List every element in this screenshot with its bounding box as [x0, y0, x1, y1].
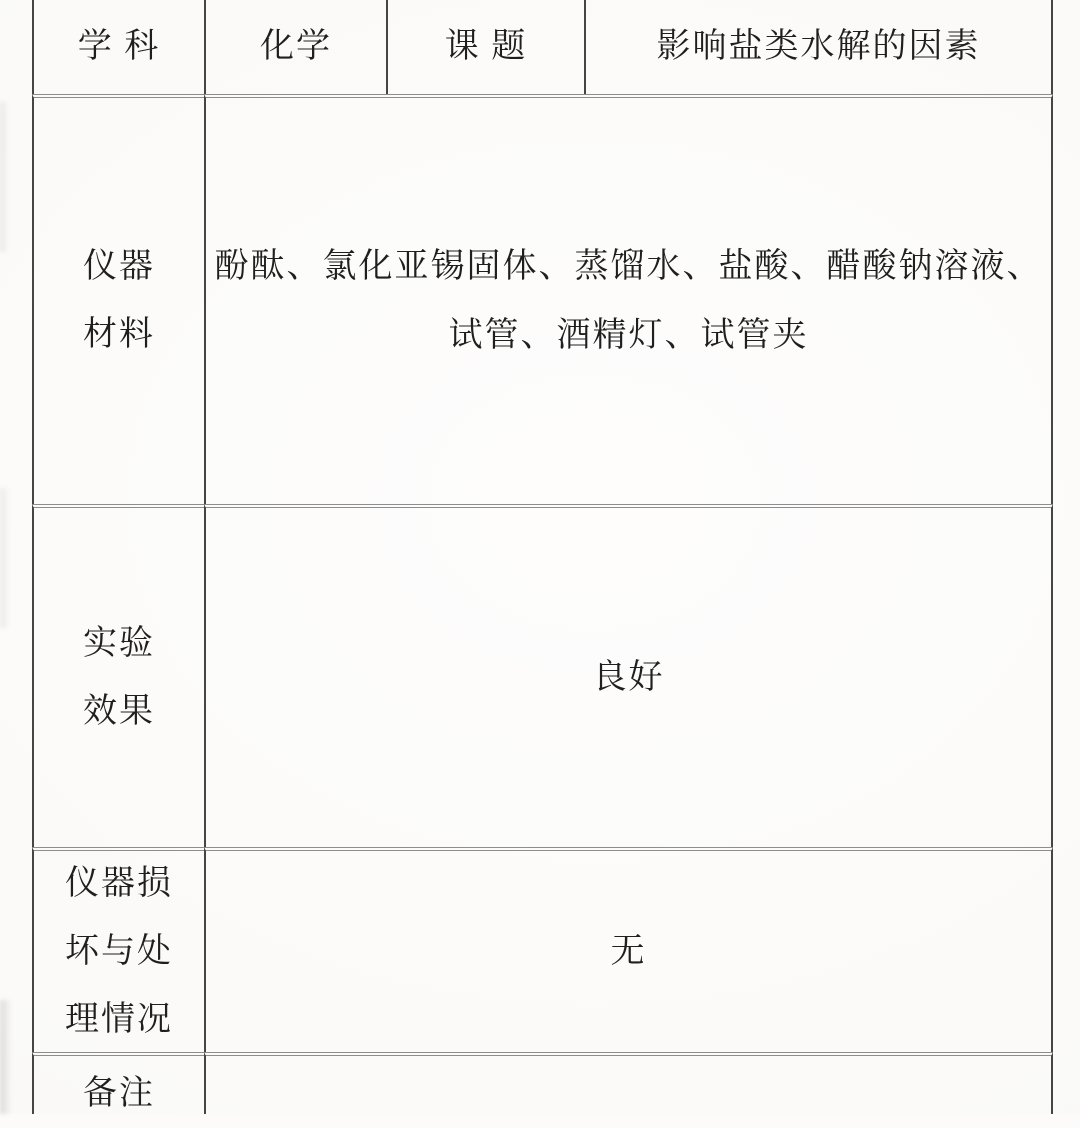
scan-smudge: [0, 102, 9, 252]
experiment-result-content-cell: [204, 504, 1053, 847]
equipment-damage-content-cell: [204, 847, 1053, 1052]
scan-smudge: [0, 488, 10, 628]
experiment-result-label-cell: [32, 504, 204, 847]
equipment-materials-label-line1: 仪器: [83, 248, 155, 285]
experiment-result-label-line2: 效果: [83, 692, 155, 730]
subject-label: 学 科: [77, 28, 161, 65]
equipment-damage-value: 无: [610, 932, 647, 970]
equipment-damage-label-cell: [32, 847, 204, 1052]
equipment-materials-content-line2: 试管、酒精灯、试管夹: [448, 317, 809, 354]
equipment-materials-content-line1: 酚酞、氯化亚锡固体、蒸馏水、盐酸、醋酸钠溶液、: [214, 248, 1043, 285]
subject-value: 化学: [260, 28, 332, 65]
experiment-result-value: 良好: [592, 658, 665, 696]
scan-smudge: [0, 1000, 12, 1114]
experiment-result-label-line1: 实验: [83, 624, 155, 662]
subject-value-cell: [204, 0, 386, 94]
topic-value-cell: [584, 0, 1053, 94]
equipment-damage-label-line2: 坏与处: [65, 932, 173, 970]
remarks-label: 备注: [83, 1075, 155, 1112]
topic-label-cell: [386, 0, 584, 94]
subject-label-cell: [32, 0, 204, 94]
equipment-damage-label-line1: 仪器损: [65, 864, 173, 902]
remarks-content-cell: [204, 1052, 1053, 1114]
topic-label: 课 题: [444, 28, 528, 65]
equipment-materials-label-cell: [32, 94, 204, 504]
remarks-label-cell: [32, 1052, 204, 1114]
equipment-materials-content-cell: [204, 94, 1053, 504]
equipment-damage-label-line3: 理情况: [65, 1000, 173, 1038]
topic-value: 影响盐类水解的因素: [656, 28, 981, 65]
equipment-materials-label-line2: 材料: [83, 316, 155, 353]
